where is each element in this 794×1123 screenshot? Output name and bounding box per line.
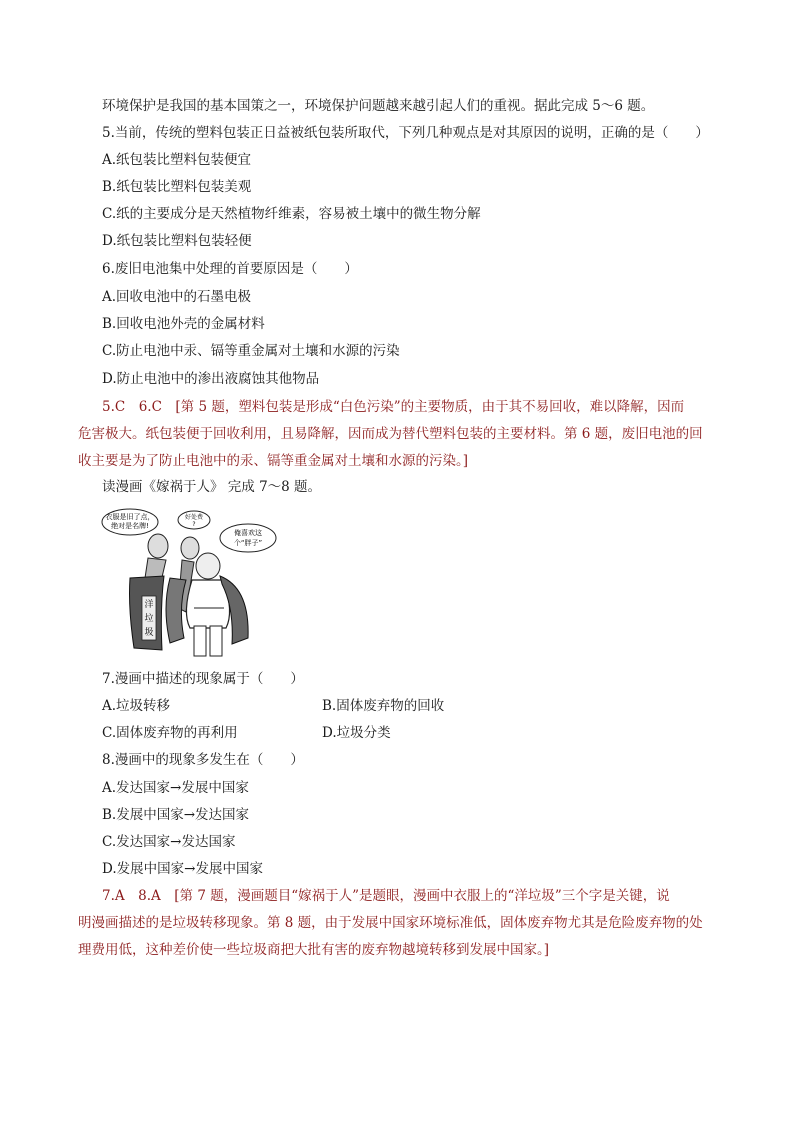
question-8-option-c: C.发达国家→发达国家 [102, 834, 236, 850]
bubble-left-text-2: 绝对是名牌! [111, 522, 149, 530]
question-6-stem: 6.废旧电池集中处理的首要原因是（ ） [102, 261, 358, 277]
question-8-option-d: D.发展中国家→发展中国家 [102, 861, 263, 877]
question-6-option-a: A.回收电池中的石墨电极 [102, 289, 252, 305]
intro-7-8: 读漫画《嫁祸于人》 完成 7～8 题。 [102, 479, 322, 495]
question-5-option-c: C.纸的主要成分是天然植物纤维素，容易被土壤中的微生物分解 [102, 206, 481, 222]
question-8-option-a: A.发达国家→发展中国家 [102, 780, 249, 796]
answer-5-6-line-1: 5.C 6.C [第 5 题，塑料包装是形成“白色污染”的主要物质，由于其不易回收，难以降解，因而 [102, 399, 685, 415]
question-7-option-d: D.垃圾分类 [322, 725, 391, 741]
question-5-option-b: B.纸包装比塑料包装美观 [102, 179, 252, 195]
answer-5-6-line-3: 收主要是为了防止电池中的汞、镉等重金属对土壤和水源的污染。] [78, 453, 469, 469]
question-7-option-a: A.垃圾转移 [102, 698, 171, 714]
bubble-right-text-1: 俺喜欢这 [234, 529, 262, 537]
bubble-mid-text-1: 好处费 [184, 514, 204, 521]
answer-7-8-line-1: 7.A 8.A [第 7 题，漫画题目“嫁祸于人”是题眼，漫画中衣服上的“洋垃圾”三个字是关键，说 [102, 888, 670, 904]
question-6-option-d: D.防止电池中的渗出液腐蚀其他物品 [102, 371, 320, 387]
coat-text-2: 垃 [144, 614, 154, 624]
question-7-option-c: C.固体废弃物的再利用 [102, 725, 238, 741]
answer-5-6-line-2: 危害极大。纸包装便于回收利用，且易降解，因而成为替代塑料包装的主要材料。第 6 题，废旧电池的回 [78, 426, 703, 442]
coat-text-1: 洋 [144, 600, 154, 610]
question-6-option-b: B.回收电池外壳的金属材料 [102, 316, 265, 332]
question-7-option-b: B.固体废弃物的回收 [322, 698, 445, 714]
coat-text-3: 圾 [144, 628, 154, 638]
question-5-option-a: A.纸包装比塑料包装便宜 [102, 152, 252, 168]
bubble-right-text-2: 个“胖子” [233, 539, 263, 547]
question-6-option-c: C.防止电池中汞、镉等重金属对土壤和水源的污染 [102, 343, 400, 359]
bubble-mid-text-2: ? [192, 521, 196, 528]
question-7-stem: 7.漫画中描述的现象属于（ ） [102, 671, 304, 687]
cartoon-illustration [100, 508, 280, 660]
question-8-stem: 8.漫画中的现象多发生在（ ） [102, 752, 304, 768]
question-8-option-b: B.发展中国家→发达国家 [102, 807, 250, 823]
answer-7-8-line-2: 明漫画描述的是垃圾转移现象。第 8 题，由于发展中国家环境标准低，固体废弃物尤其是危险废弃物的处 [78, 915, 703, 931]
bubble-left-text-1: 衣服是旧了点， [105, 513, 155, 521]
question-5-stem: 5.当前，传统的塑料包装正日益被纸包装所取代，下列几种观点是对其原因的说明，正确的是（ ） [102, 125, 709, 141]
question-5-option-d: D.纸包装比塑料包装轻便 [102, 233, 252, 249]
answer-7-8-line-3: 理费用低，这种差价使一些垃圾商把大批有害的废弃物越境转移到发展中国家。] [78, 942, 550, 958]
intro-5-6: 环境保护是我国的基本国策之一，环境保护问题越来越引起人们的重视。据此完成 5～6 题。 [102, 98, 655, 114]
